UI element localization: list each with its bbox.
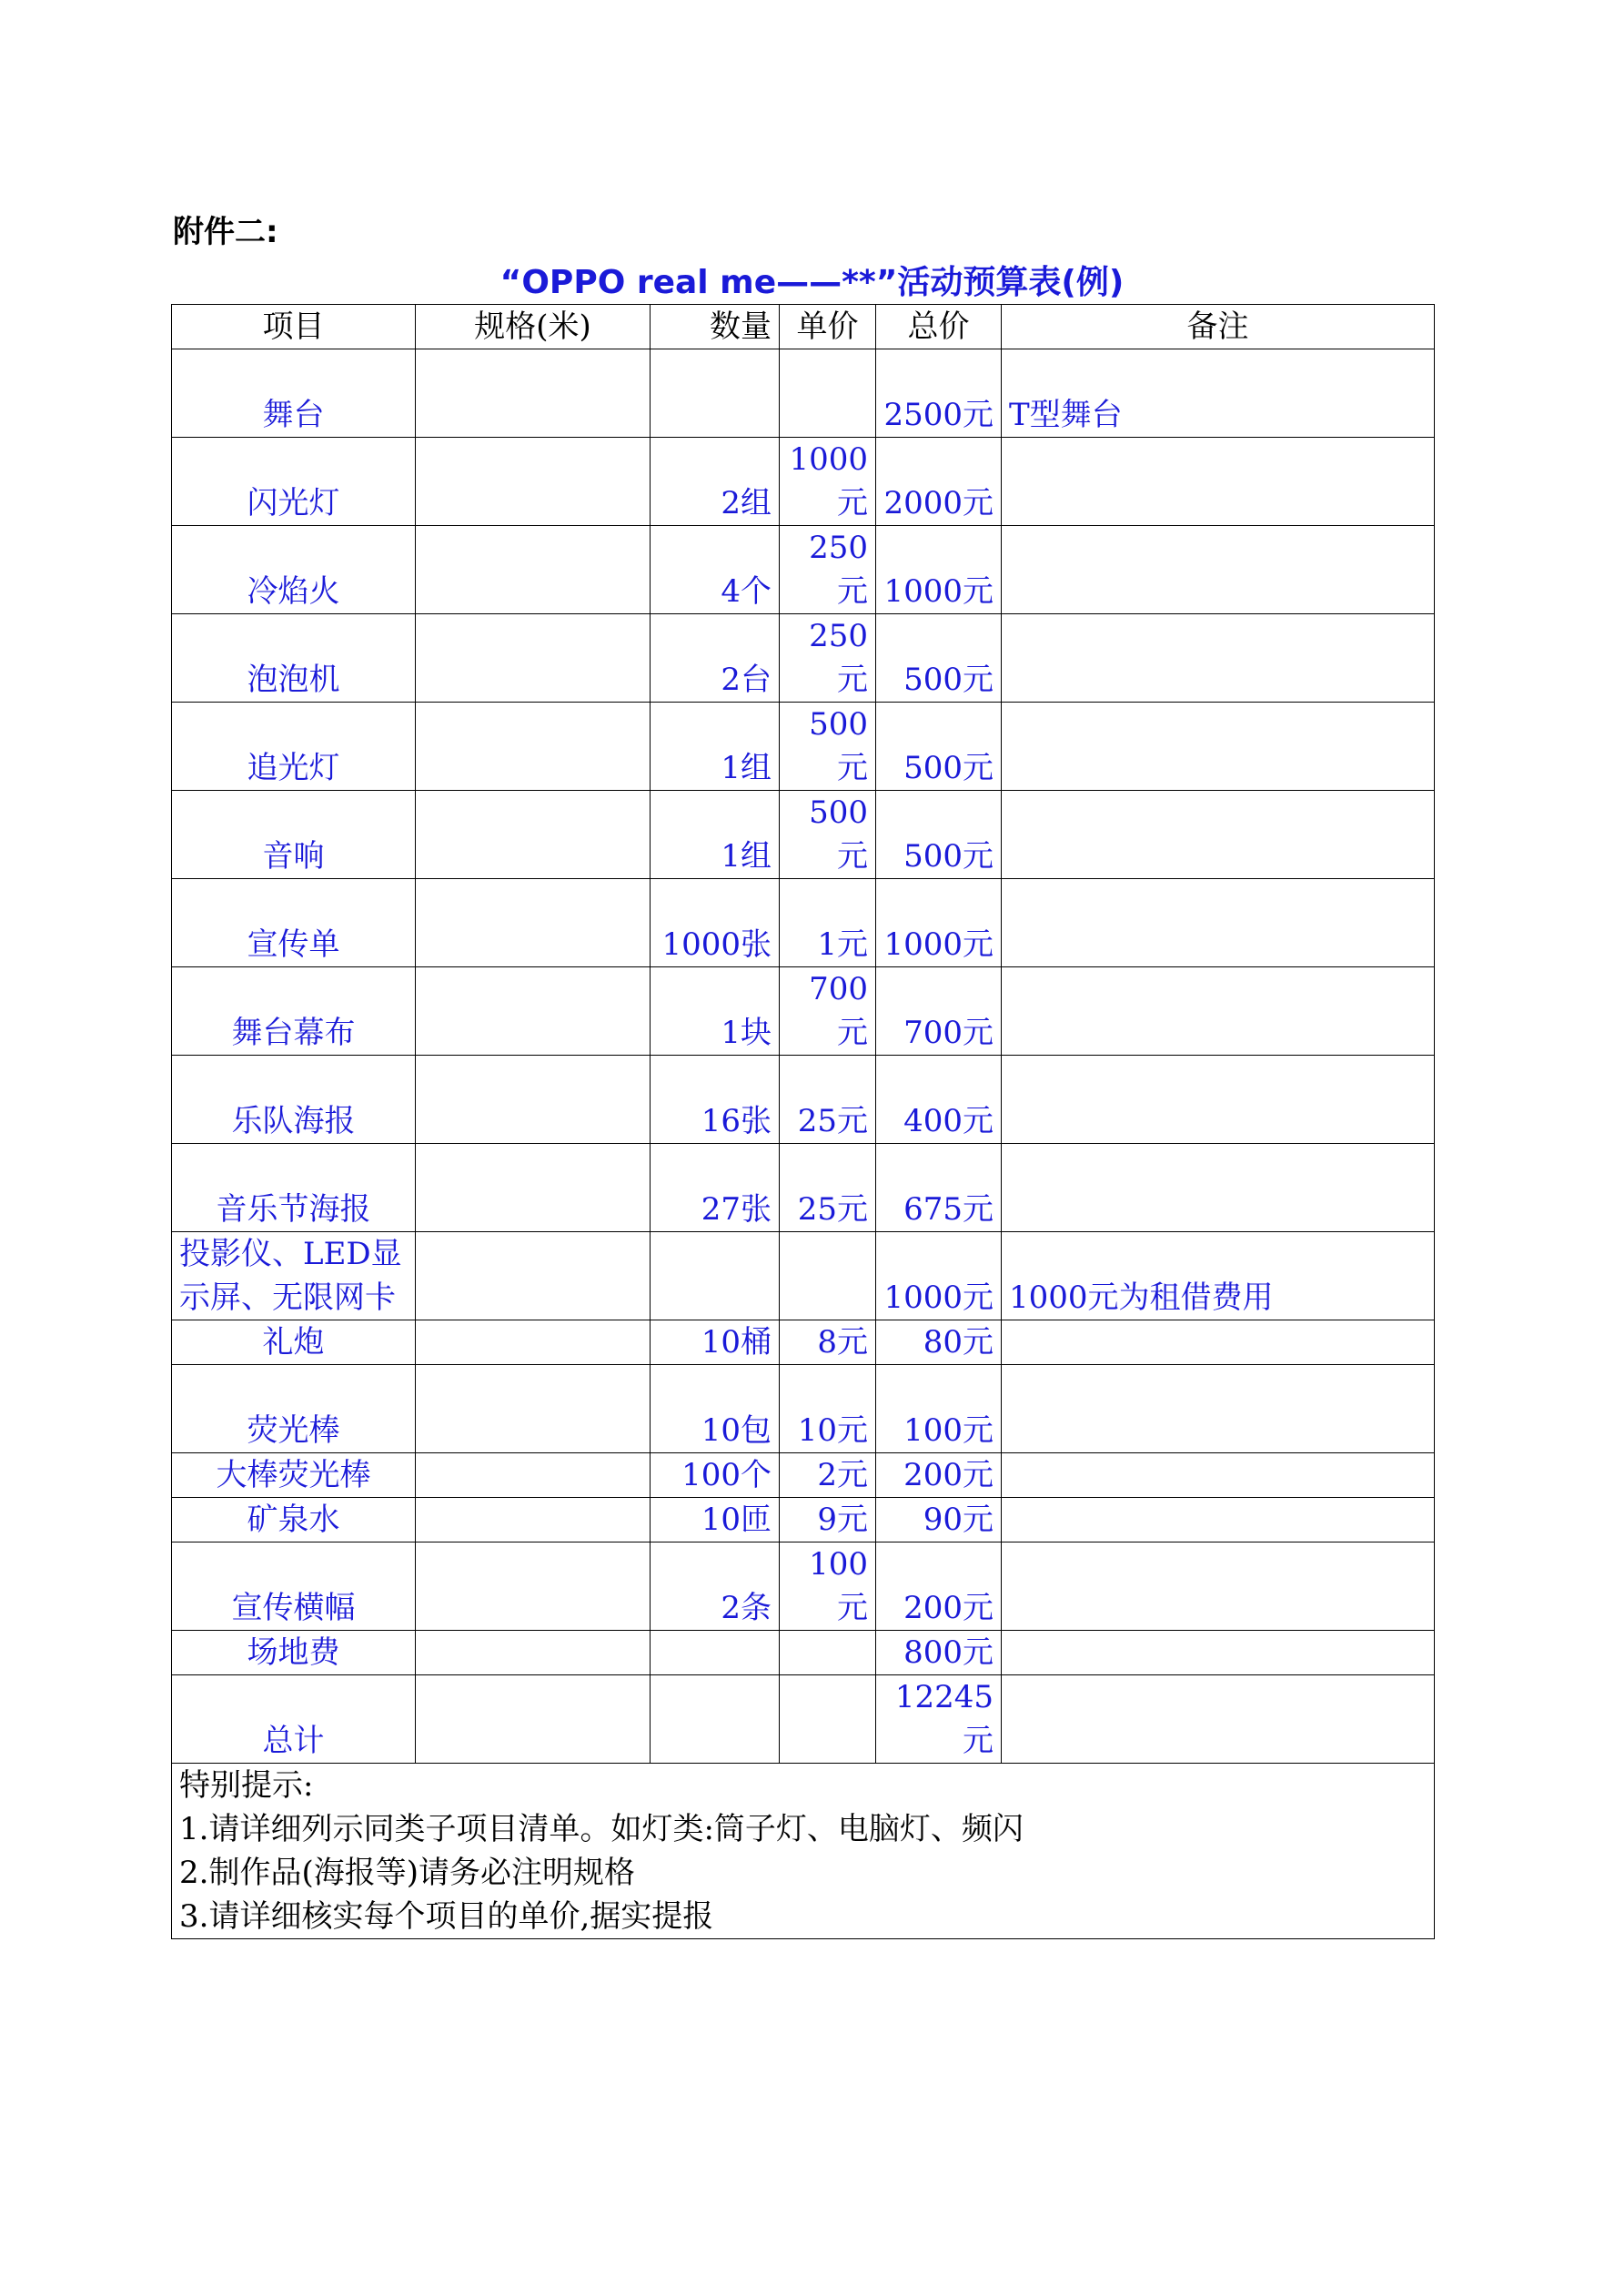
cell-total-price: 700元 — [876, 967, 1002, 1056]
cell-qty: 10匝 — [651, 1498, 780, 1542]
cell-spec — [416, 1232, 651, 1320]
cell-total-price: 1000元 — [876, 1232, 1002, 1320]
budget-table — [171, 304, 1435, 1939]
cell-qty: 2台 — [651, 614, 780, 703]
cell-qty — [651, 1232, 780, 1320]
cell-item: 荧光棒 — [172, 1365, 416, 1453]
cell-total-price: 1000元 — [876, 526, 1002, 614]
cell-spec — [416, 349, 651, 438]
cell-unit-price: 500元 — [780, 703, 876, 791]
table-row — [172, 1542, 1435, 1631]
cell-total-price: 675元 — [876, 1144, 1002, 1232]
cell-qty: 1块 — [651, 967, 780, 1056]
cell-spec — [416, 1542, 651, 1631]
tip-line: 1.请详细列示同类子项目清单。如灯类:筒子灯、电脑灯、频闪 — [179, 1811, 1024, 1847]
cell-unit-price — [780, 349, 876, 438]
cell-unit-price: 25元 — [780, 1056, 876, 1144]
cell-item: 泡泡机 — [172, 614, 416, 703]
cell-item: 追光灯 — [172, 703, 416, 791]
cell-spec — [416, 703, 651, 791]
table-row-total — [172, 1675, 1435, 1764]
cell-item: 音响 — [172, 791, 416, 879]
cell-unit-price: 250元 — [780, 614, 876, 703]
cell-qty: 10桶 — [651, 1320, 780, 1365]
table-row — [172, 1631, 1435, 1675]
cell-unit-price: 500元 — [780, 791, 876, 879]
cell-note — [1002, 967, 1435, 1056]
table-row — [172, 703, 1435, 791]
cell-note — [1002, 879, 1435, 967]
attachment-label: 附件二: — [173, 214, 278, 250]
cell-total-price: 2500元 — [876, 349, 1002, 438]
column-header-unit-price: 单价 — [780, 305, 876, 349]
cell-total-price: 500元 — [876, 614, 1002, 703]
table-row — [172, 1056, 1435, 1144]
cell-total-price: 400元 — [876, 1056, 1002, 1144]
cell-spec — [416, 438, 651, 526]
table-row — [172, 879, 1435, 967]
cell-note: 1000元为租借费用 — [1002, 1232, 1435, 1320]
table-row — [172, 614, 1435, 703]
cell-spec — [416, 879, 651, 967]
cell-spec — [416, 967, 651, 1056]
table-row — [172, 349, 1435, 438]
cell-item: 总计 — [172, 1675, 416, 1764]
cell-note — [1002, 438, 1435, 526]
cell-qty — [651, 1675, 780, 1764]
cell-unit-price — [780, 1631, 876, 1675]
cell-item: 闪光灯 — [172, 438, 416, 526]
table-row — [172, 526, 1435, 614]
cell-unit-price: 25元 — [780, 1144, 876, 1232]
cell-item: 礼炮 — [172, 1320, 416, 1365]
cell-note — [1002, 1144, 1435, 1232]
column-header-item: 项目 — [172, 305, 416, 349]
tips-row — [172, 1764, 1435, 1939]
cell-spec — [416, 791, 651, 879]
cell-note — [1002, 614, 1435, 703]
special-tips — [172, 1764, 1435, 1939]
cell-note — [1002, 1631, 1435, 1675]
cell-spec — [416, 526, 651, 614]
cell-item: 舞台 — [172, 349, 416, 438]
table-row — [172, 438, 1435, 526]
cell-unit-price: 2元 — [780, 1453, 876, 1498]
cell-qty: 1000张 — [651, 879, 780, 967]
cell-item: 舞台幕布 — [172, 967, 416, 1056]
cell-note — [1002, 1675, 1435, 1764]
cell-item: 乐队海报 — [172, 1056, 416, 1144]
cell-spec — [416, 1631, 651, 1675]
table-row — [172, 1232, 1435, 1320]
cell-unit-price: 8元 — [780, 1320, 876, 1365]
cell-note: T型舞台 — [1002, 349, 1435, 438]
cell-note — [1002, 791, 1435, 879]
cell-item: 宣传单 — [172, 879, 416, 967]
cell-qty: 10包 — [651, 1365, 780, 1453]
column-header-total-price: 总价 — [876, 305, 1002, 349]
cell-spec — [416, 1144, 651, 1232]
cell-total-price: 1000元 — [876, 879, 1002, 967]
cell-unit-price: 1元 — [780, 879, 876, 967]
cell-unit-price: 9元 — [780, 1498, 876, 1542]
cell-item: 宣传横幅 — [172, 1542, 416, 1631]
column-header-spec: 规格(米) — [416, 305, 651, 349]
cell-note — [1002, 1453, 1435, 1498]
table-row — [172, 1453, 1435, 1498]
cell-qty: 100个 — [651, 1453, 780, 1498]
cell-total-price: 800元 — [876, 1631, 1002, 1675]
table-row — [172, 1365, 1435, 1453]
cell-qty — [651, 349, 780, 438]
cell-total-price: 200元 — [876, 1542, 1002, 1631]
cell-total-price: 80元 — [876, 1320, 1002, 1365]
cell-qty: 1组 — [651, 703, 780, 791]
tips-heading: 特别提示: — [179, 1767, 314, 1804]
cell-total-price: 500元 — [876, 703, 1002, 791]
column-header-note: 备注 — [1002, 305, 1435, 349]
cell-unit-price: 250元 — [780, 526, 876, 614]
table-row — [172, 967, 1435, 1056]
tip-line: 2.制作品(海报等)请务必注明规格 — [179, 1855, 635, 1891]
cell-total-price: 100元 — [876, 1365, 1002, 1453]
cell-total-price: 90元 — [876, 1498, 1002, 1542]
cell-unit-price — [780, 1675, 876, 1764]
cell-spec — [416, 1320, 651, 1365]
cell-qty: 16张 — [651, 1056, 780, 1144]
cell-qty: 4个 — [651, 526, 780, 614]
column-header-qty: 数量 — [651, 305, 780, 349]
cell-total-price: 12245元 — [876, 1675, 1002, 1764]
cell-spec — [416, 1675, 651, 1764]
cell-spec — [416, 1365, 651, 1453]
cell-note — [1002, 1498, 1435, 1542]
cell-spec — [416, 1056, 651, 1144]
cell-note — [1002, 1365, 1435, 1453]
cell-note — [1002, 703, 1435, 791]
cell-spec — [416, 614, 651, 703]
cell-note — [1002, 1056, 1435, 1144]
cell-item: 大棒荧光棒 — [172, 1453, 416, 1498]
table-row — [172, 791, 1435, 879]
table-row — [172, 1320, 1435, 1365]
cell-unit-price — [780, 1232, 876, 1320]
table-row — [172, 1144, 1435, 1232]
cell-item: 矿泉水 — [172, 1498, 416, 1542]
cell-item: 场地费 — [172, 1631, 416, 1675]
cell-qty: 1组 — [651, 791, 780, 879]
cell-note — [1002, 526, 1435, 614]
table-row — [172, 1498, 1435, 1542]
cell-total-price: 200元 — [876, 1453, 1002, 1498]
cell-unit-price: 10元 — [780, 1365, 876, 1453]
cell-total-price: 2000元 — [876, 438, 1002, 526]
cell-qty: 2条 — [651, 1542, 780, 1631]
cell-note — [1002, 1542, 1435, 1631]
cell-qty: 2组 — [651, 438, 780, 526]
cell-qty: 27张 — [651, 1144, 780, 1232]
document-title: “OPPO real me——**”活动预算表(例) — [499, 264, 1125, 301]
cell-item: 投影仪、LED显示屏、无限网卡 — [172, 1232, 416, 1320]
cell-item: 音乐节海报 — [172, 1144, 416, 1232]
table-header-row — [172, 305, 1435, 349]
cell-total-price: 500元 — [876, 791, 1002, 879]
cell-unit-price: 100元 — [780, 1542, 876, 1631]
cell-unit-price: 1000元 — [780, 438, 876, 526]
cell-note — [1002, 1320, 1435, 1365]
cell-spec — [416, 1453, 651, 1498]
tip-line: 3.请详细核实每个项目的单价,据实提报 — [179, 1898, 714, 1935]
cell-unit-price: 700元 — [780, 967, 876, 1056]
cell-spec — [416, 1498, 651, 1542]
cell-qty — [651, 1631, 780, 1675]
cell-item: 冷焰火 — [172, 526, 416, 614]
